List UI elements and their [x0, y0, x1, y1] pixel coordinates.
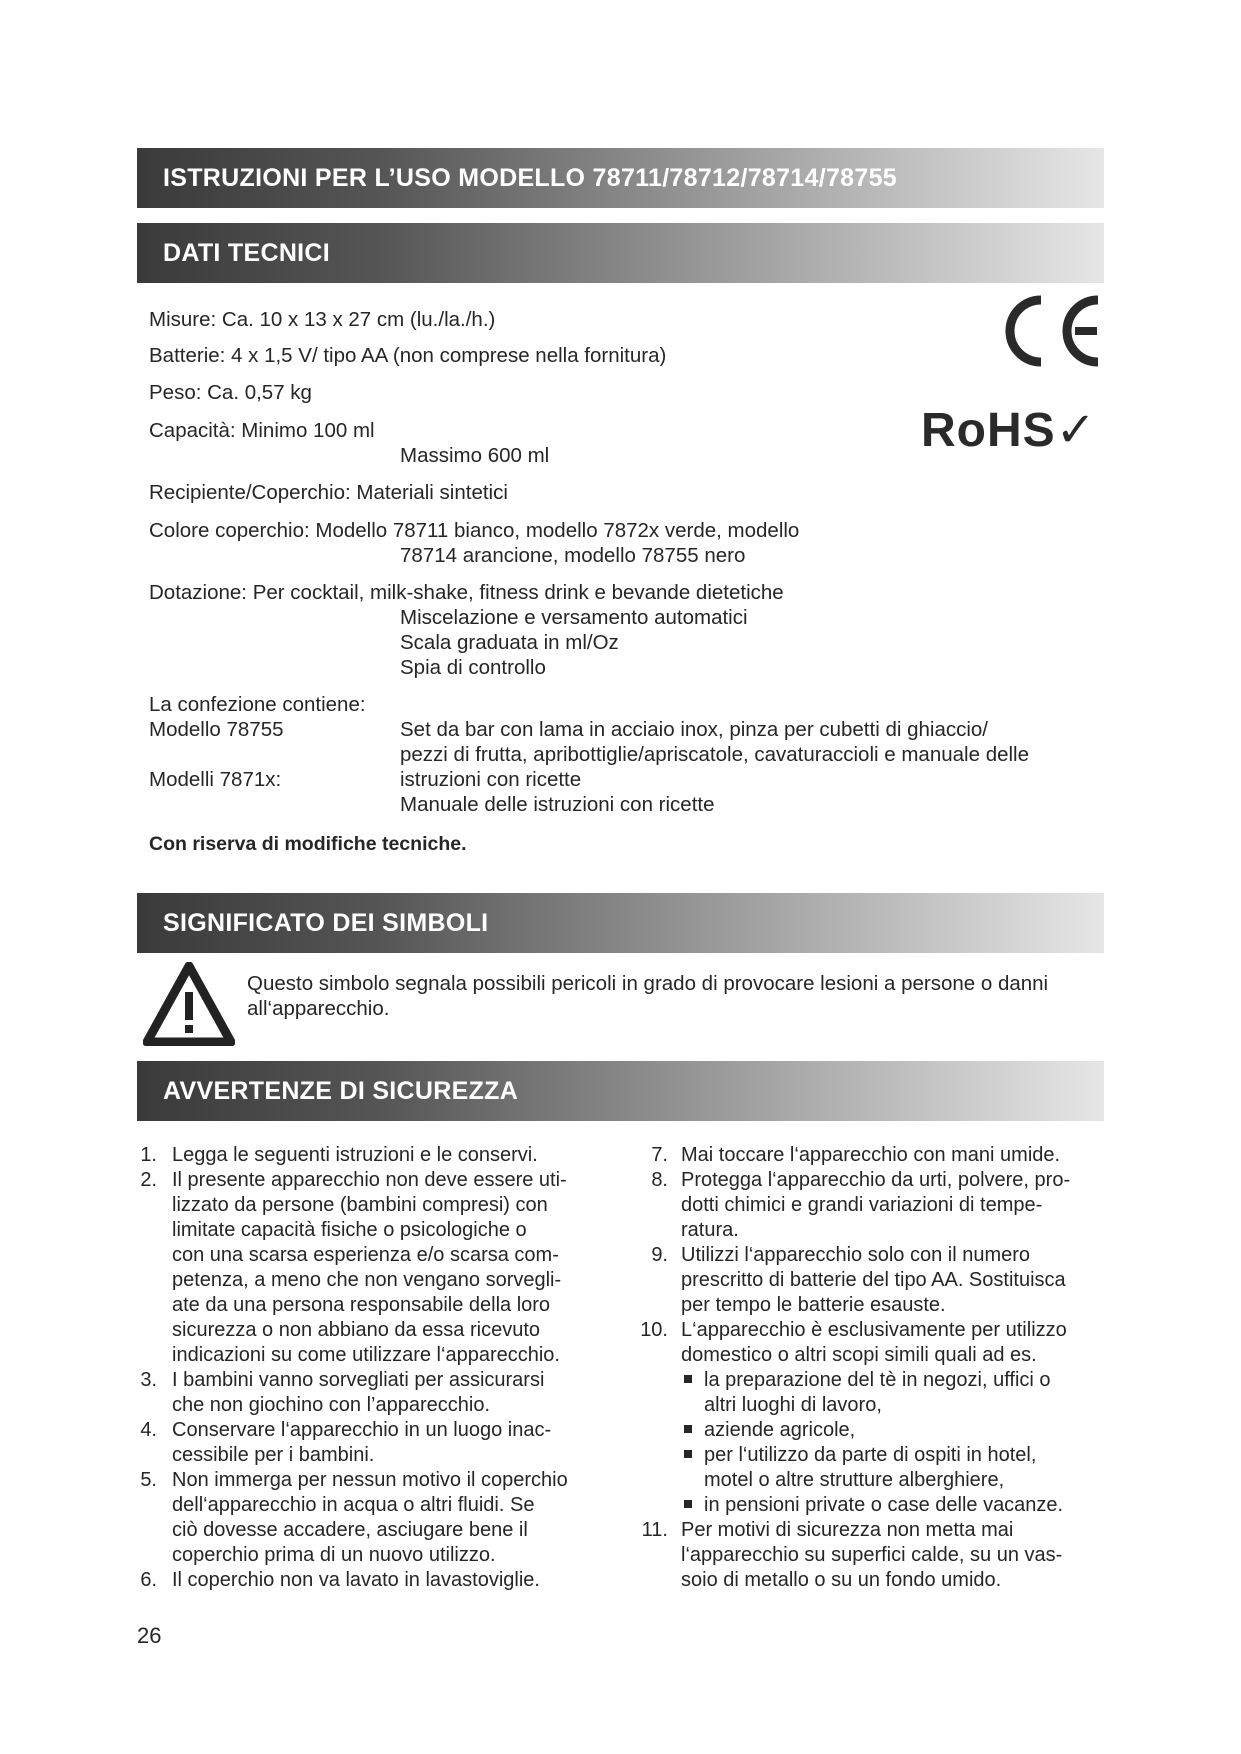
safety-item-text: domestico o altri scopi simili quali ad es.	[681, 1344, 1037, 1366]
spec-capacita-max: Massimo 600 ml	[400, 444, 550, 467]
safety-item-text: ciò dovesse accadere, asciugare bene il	[172, 1519, 528, 1541]
bullet-text: altri luoghi di lavoro,	[704, 1394, 882, 1416]
bullet-square-icon	[684, 1375, 692, 1383]
bullet-text: per l‘utilizzo da parte di ospiti in hotel,	[704, 1444, 1037, 1466]
safety-item-text: l‘apparecchio su superfici calde, su un vas-	[681, 1544, 1063, 1566]
section-heading-avvertenze	[137, 1061, 1104, 1121]
spec-modelli-7871x: Modelli 7871x:	[149, 768, 282, 791]
spec-colore-cont: 78714 arancione, modello 78755 nero	[400, 544, 746, 567]
safety-item-number: 1.	[140, 1144, 157, 1166]
spec-peso: Peso: Ca. 0,57 kg	[149, 381, 312, 404]
safety-item-text: dotti chimici e grandi variazioni di tempe-	[681, 1194, 1043, 1216]
page-title: ISTRUZIONI PER L’USO MODELLO 78711/78712/78714/78755	[163, 164, 897, 192]
safety-item-number: 2.	[140, 1169, 157, 1191]
spec-set-1: Set da bar con lama in acciaio inox, pinza per cubetti di ghiaccio/	[400, 718, 989, 741]
spec-riserva: Con riserva di modifiche tecniche.	[149, 833, 467, 855]
spec-set-3: istruzioni con ricette	[400, 768, 582, 791]
safety-item-number: 9.	[651, 1244, 668, 1266]
page-number: 26	[137, 1623, 162, 1648]
safety-item-text: ratura.	[681, 1219, 739, 1241]
safety-bullet-item	[684, 1443, 1036, 1468]
section-heading-simboli	[137, 893, 1104, 953]
spec-dotazione-4: Spia di controllo	[400, 656, 546, 679]
safety-item-text: L‘apparecchio è esclusivamente per utilizzo	[681, 1319, 1067, 1341]
bullet-square-icon	[684, 1425, 692, 1433]
spec-set-2: pezzi di frutta, apribottiglie/apriscatole, cavaturaccioli e manuale delle	[400, 743, 1030, 766]
safety-bullet-item	[684, 1368, 1051, 1393]
safety-item-text: per tempo le batterie esauste.	[681, 1294, 946, 1316]
safety-item-text: petenza, a meno che non vengano sorvegli-	[172, 1269, 562, 1291]
warning-triangle-icon	[143, 962, 235, 1051]
spec-batterie: Batterie: 4 x 1,5 V/ tipo AA (non comprese nella fornitura)	[149, 344, 667, 367]
safety-item-text: dell‘apparecchio in acqua o altri fluidi. Se	[172, 1494, 535, 1516]
rohs-logo: RoHS✓	[921, 404, 1097, 457]
safety-item-text: Per motivi di sicurezza non metta mai	[681, 1519, 1014, 1541]
safety-item-number: 8.	[651, 1169, 668, 1191]
safety-item-text: con una scarsa esperienza e/o scarsa com-	[172, 1244, 559, 1266]
bullet-square-icon	[684, 1450, 692, 1458]
bullet-text: motel o altre strutture alberghiere,	[704, 1469, 1005, 1491]
spec-colore: Colore coperchio: Modello 78711 bianco, modello 7872x verde, modello	[149, 519, 800, 542]
safety-item-text: coperchio prima di un nuovo utilizzo.	[172, 1544, 496, 1566]
spec-modello-78755: Modello 78755	[149, 718, 284, 741]
safety-item-text: prescritto di batterie del tipo AA. Sostituisca	[681, 1269, 1066, 1291]
safety-item-number: 10.	[640, 1319, 668, 1341]
safety-item-text: che non giochino con l’apparecchio.	[172, 1394, 490, 1416]
spec-confezione-label: La confezione contiene:	[149, 693, 366, 716]
safety-item-text: Conservare l‘apparecchio in un luogo inac-	[172, 1419, 552, 1441]
spec-dotazione-2: Miscelazione e versamento automatici	[400, 606, 748, 629]
symbol-description-2: all‘apparecchio.	[247, 997, 390, 1020]
spec-manuale: Manuale delle istruzioni con ricette	[400, 793, 715, 816]
safety-item-text: Utilizzi l‘apparecchio solo con il numero	[681, 1244, 1031, 1266]
spec-misure: Misure: Ca. 10 x 13 x 27 cm (lu./la./h.)	[149, 308, 496, 331]
safety-item-text: Mai toccare l‘apparecchio con mani umide.	[681, 1144, 1061, 1166]
safety-item-text: Il presente apparecchio non deve essere uti-	[172, 1169, 567, 1191]
page-title-bar	[137, 148, 1104, 208]
safety-item-text: limitate capacità fisiche o psicologiche o	[172, 1219, 527, 1241]
symbol-description-1: Questo simbolo segnala possibili pericoli in grado di provocare lesioni a persone o danni	[247, 972, 1049, 995]
safety-item-text: cessibile per i bambini.	[172, 1444, 375, 1466]
bullet-text: in pensioni private o case delle vacanze.	[704, 1494, 1064, 1516]
safety-item-number: 3.	[140, 1369, 157, 1391]
safety-item-text: soio di metallo o su un fondo umido.	[681, 1569, 1002, 1591]
safety-bullet-item	[684, 1493, 1063, 1518]
section-heading-label: SIGNIFICATO DEI SIMBOLI	[163, 909, 489, 937]
section-heading-label: DATI TECNICI	[163, 239, 331, 267]
safety-item-text: indicazioni su come utilizzare l‘apparecchio.	[172, 1344, 560, 1366]
safety-item-number: 11.	[641, 1519, 668, 1541]
section-heading-dati-tecnici	[137, 223, 1104, 283]
safety-item-text: Non immerga per nessun motivo il coperchio	[172, 1469, 568, 1491]
safety-item-number: 4.	[140, 1419, 157, 1441]
spec-dotazione-3: Scala graduata in ml/Oz	[400, 631, 619, 654]
bullet-square-icon	[684, 1500, 692, 1508]
safety-item-text: sicurezza o non abbiano da essa ricevuto	[172, 1319, 541, 1341]
safety-item-text: Protegga l‘apparecchio da urti, polvere, pro-	[681, 1169, 1071, 1191]
safety-bullet-item	[704, 1468, 1004, 1493]
safety-item-text: lizzato da persone (bambini compresi) con	[172, 1194, 548, 1216]
safety-item-number: 6.	[140, 1569, 157, 1591]
safety-item-text: Legga le seguenti istruzioni e le conservi.	[172, 1144, 538, 1166]
bullet-text: aziende agricole,	[704, 1419, 856, 1441]
ce-mark-logo	[1005, 292, 1105, 375]
bullet-text: la preparazione del tè in negozi, uffici o	[704, 1369, 1051, 1391]
spec-dotazione: Dotazione: Per cocktail, milk-shake, fitness drink e bevande dietetiche	[149, 581, 784, 604]
safety-item-number: 5.	[140, 1469, 157, 1491]
section-heading-label: AVVERTENZE DI SICUREZZA	[163, 1077, 519, 1105]
spec-capacita: Capacità: Minimo 100 ml	[149, 419, 375, 442]
spec-recipiente: Recipiente/Coperchio: Materiali sintetici	[149, 481, 508, 504]
safety-bullet-item	[704, 1393, 882, 1418]
safety-item-text: ate da una persona responsabile della loro	[172, 1294, 551, 1316]
safety-item-number: 7.	[651, 1144, 668, 1166]
safety-item-text: I bambini vanno sorvegliati per assicurarsi	[172, 1369, 545, 1391]
safety-bullet-item	[684, 1418, 855, 1443]
safety-item-text: Il coperchio non va lavato in lavastoviglie.	[172, 1569, 540, 1591]
